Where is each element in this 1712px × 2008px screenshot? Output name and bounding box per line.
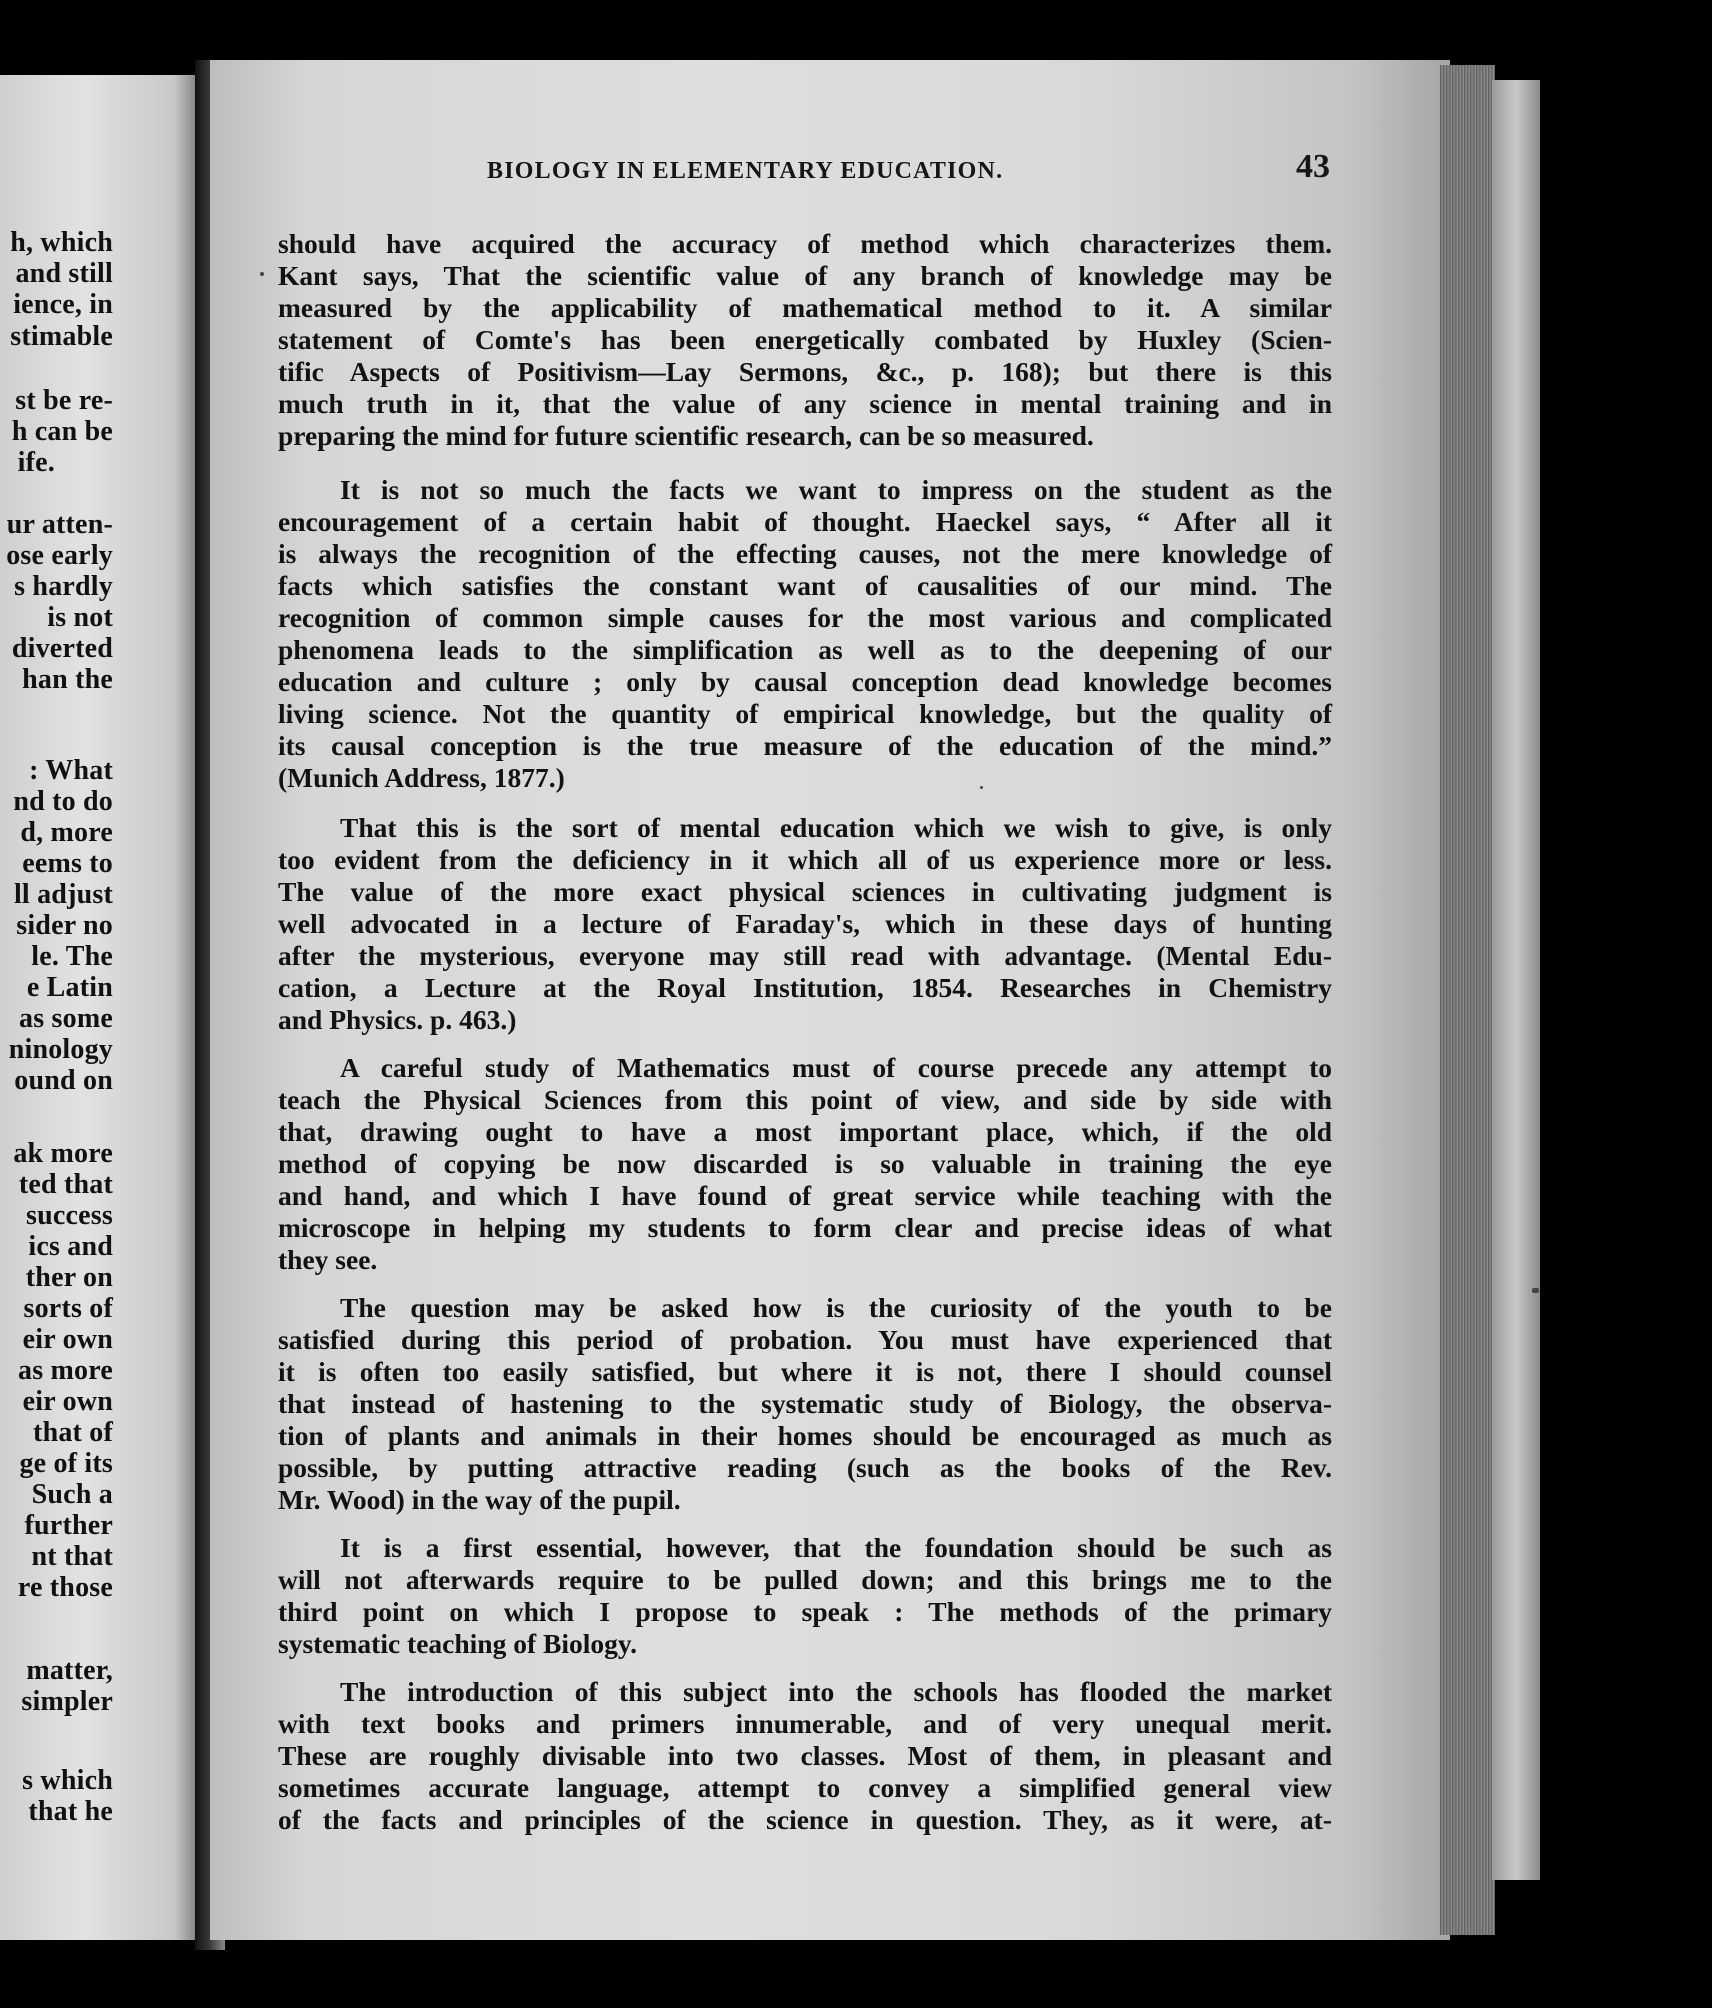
text-line: These are roughly divisable into two classes. Most of them, in pleasant and xyxy=(278,1740,1332,1771)
text-line: after the mysterious, everyone may still read with advantage. (Mental Edu- xyxy=(278,940,1332,971)
text-line: tific Aspects of Positivism—Lay Sermons, &c., p. 168); but there is this xyxy=(278,356,1332,387)
text-line: should have acquired the accuracy of method which characterizes them. xyxy=(278,228,1332,259)
left-page-fragment: ound on xyxy=(14,1065,113,1096)
book-cover-edge xyxy=(1492,80,1540,1880)
text-line: It is a first essential, however, that the foundation should be such as xyxy=(340,1532,1332,1563)
left-page-fragment: further xyxy=(24,1510,113,1541)
left-page-fragment: ur atten- xyxy=(6,509,113,540)
left-page-fragment: eir own xyxy=(22,1386,113,1417)
text-line: and hand, and which I have found of great service while teaching with the xyxy=(278,1180,1332,1211)
page-edges xyxy=(1440,65,1495,1935)
text-line: much truth in it, that the value of any science in mental training and in xyxy=(278,388,1332,419)
left-facing-page xyxy=(0,75,205,1940)
left-page-fragment: d, more xyxy=(20,817,113,848)
text-line: preparing the mind for future scientific research, can be so measured. xyxy=(278,420,1094,451)
left-page-fragment: ak more xyxy=(13,1138,113,1169)
left-page-fragment: diverted xyxy=(11,633,113,664)
text-line: phenomena leads to the simplification as well as to the deepening of our xyxy=(278,634,1332,665)
left-page-fragment: st be re- xyxy=(15,385,113,416)
text-line: facts which satisfies the constant want of causalities of our mind. The xyxy=(278,570,1332,601)
text-line: education and culture ; only by causal conception dead knowledge becomes xyxy=(278,666,1332,697)
text-line: measured by the applicability of mathematical method to it. A similar xyxy=(278,292,1332,323)
text-line: recognition of common simple causes for the most various and complicated xyxy=(278,602,1332,633)
text-line: they see. xyxy=(278,1244,378,1275)
left-page-fragment: ther on xyxy=(25,1262,113,1293)
left-page-fragment: s which xyxy=(22,1765,113,1796)
left-page-fragment: that of xyxy=(33,1417,113,1448)
text-line: That this is the sort of mental education which we wish to give, is only xyxy=(340,812,1332,843)
scan-speck xyxy=(980,786,983,789)
text-line: is always the recognition of the effecting causes, not the mere knowledge of xyxy=(278,538,1332,569)
text-line: statement of Comte's has been energetically combated by Huxley (Scien- xyxy=(278,324,1332,355)
text-line: method of copying be now discarded is so valuable in training the eye xyxy=(278,1148,1332,1179)
left-page-fragment: as some xyxy=(19,1003,113,1034)
text-line: systematic teaching of Biology. xyxy=(278,1628,637,1659)
left-page-fragment: Such a xyxy=(31,1479,113,1510)
text-line: its causal conception is the true measure of the education of the mind.” xyxy=(278,730,1332,761)
left-page-fragment: simpler xyxy=(21,1686,113,1717)
left-page-fragment: ge of its xyxy=(19,1448,113,1479)
left-page-fragment: matter, xyxy=(26,1655,113,1686)
text-line: will not afterwards require to be pulled down; and this brings me to the xyxy=(278,1564,1332,1595)
left-page-fragment: that he xyxy=(28,1796,113,1827)
page-number: 43 xyxy=(1296,148,1330,185)
text-line: with text books and primers innumerable, and of very unequal merit. xyxy=(278,1708,1332,1739)
left-page-fragment: ted that xyxy=(18,1169,113,1200)
scan-speck xyxy=(260,272,264,276)
left-page-fragment: and still xyxy=(15,258,113,289)
left-page-fragment: stimable xyxy=(10,321,113,352)
text-line: living science. Not the quantity of empirical knowledge, but the quality of xyxy=(278,698,1332,729)
text-line: possible, by putting attractive reading (such as the books of the Rev. xyxy=(278,1452,1332,1483)
left-page-fragment: : What xyxy=(29,755,113,786)
text-line: that, drawing ought to have a most important place, which, if the old xyxy=(278,1116,1332,1147)
left-page-fragment: nt that xyxy=(31,1541,113,1572)
text-line: encouragement of a certain habit of thought. Haeckel says, “ After all it xyxy=(278,506,1332,537)
left-page-fragment: ll adjust xyxy=(13,879,113,910)
text-line: microscope in helping my students to form clear and precise ideas of what xyxy=(278,1212,1332,1243)
text-line: The value of the more exact physical sciences in cultivating judgment is xyxy=(278,876,1332,907)
left-page-fragment: as more xyxy=(18,1355,113,1386)
text-line: that instead of hastening to the systematic study of Biology, the observa- xyxy=(278,1388,1332,1419)
left-page-fragment: ninology xyxy=(8,1034,113,1065)
left-page-fragment: le. The xyxy=(31,941,113,972)
text-line: too evident from the deficiency in it which all of us experience more or less. xyxy=(278,844,1332,875)
left-page-fragment: h, which xyxy=(10,227,113,258)
text-line: and Physics. p. 463.) xyxy=(278,1004,517,1035)
left-page-fragment: s hardly xyxy=(14,571,113,602)
left-page-fragment: ife. xyxy=(17,447,55,478)
left-page-fragment: success xyxy=(26,1200,113,1231)
left-page-fragment: ience, in xyxy=(13,289,113,320)
text-line: It is not so much the facts we want to impress on the student as the xyxy=(340,474,1332,505)
text-line: A careful study of Mathematics must of course precede any attempt to xyxy=(340,1052,1332,1083)
left-page-fragment: ics and xyxy=(28,1231,113,1262)
text-line: The introduction of this subject into the schools has flooded the market xyxy=(340,1676,1332,1707)
text-line: Mr. Wood) in the way of the pupil. xyxy=(278,1484,681,1515)
text-line: it is often too easily satisfied, but where it is not, there I should counsel xyxy=(278,1356,1332,1387)
text-line: third point on which I propose to speak : The methods of the primary xyxy=(278,1596,1332,1627)
text-line: (Munich Address, 1877.) xyxy=(278,762,565,793)
text-line: of the facts and principles of the science in question. They, as it were, at- xyxy=(278,1804,1332,1835)
text-line: well advocated in a lecture of Faraday's, which in these days of hunting xyxy=(278,908,1332,939)
running-head: BIOLOGY IN ELEMENTARY EDUCATION. xyxy=(487,158,1004,184)
left-page-fragment: sorts of xyxy=(23,1293,113,1324)
left-page-fragment: h can be xyxy=(11,416,113,447)
text-line: Kant says, That the scientific value of any branch of knowledge may be xyxy=(278,260,1332,291)
left-page-fragment: ose early xyxy=(6,540,113,571)
text-line: satisfied during this period of probation. You must have experienced that xyxy=(278,1324,1332,1355)
scan-speck xyxy=(1532,1288,1539,1293)
left-page-fragment: sider no xyxy=(16,910,113,941)
left-page-fragment: re those xyxy=(17,1572,113,1603)
text-line: sometimes accurate language, attempt to convey a simplified general view xyxy=(278,1772,1332,1803)
left-page-fragment: han the xyxy=(22,664,113,695)
text-line: tion of plants and animals in their homes should be encouraged as much as xyxy=(278,1420,1332,1451)
left-page-fragment: e Latin xyxy=(26,972,113,1003)
left-page-fragment: eems to xyxy=(22,848,113,879)
left-page-fragment: eir own xyxy=(22,1324,113,1355)
text-line: cation, a Lecture at the Royal Institution, 1854. Researches in Chemistry xyxy=(278,972,1332,1003)
left-page-fragment: is not xyxy=(47,602,113,633)
text-line: The question may be asked how is the curiosity of the youth to be xyxy=(340,1292,1332,1323)
left-page-fragment: nd to do xyxy=(13,786,113,817)
text-line: teach the Physical Sciences from this point of view, and side by side with xyxy=(278,1084,1332,1115)
